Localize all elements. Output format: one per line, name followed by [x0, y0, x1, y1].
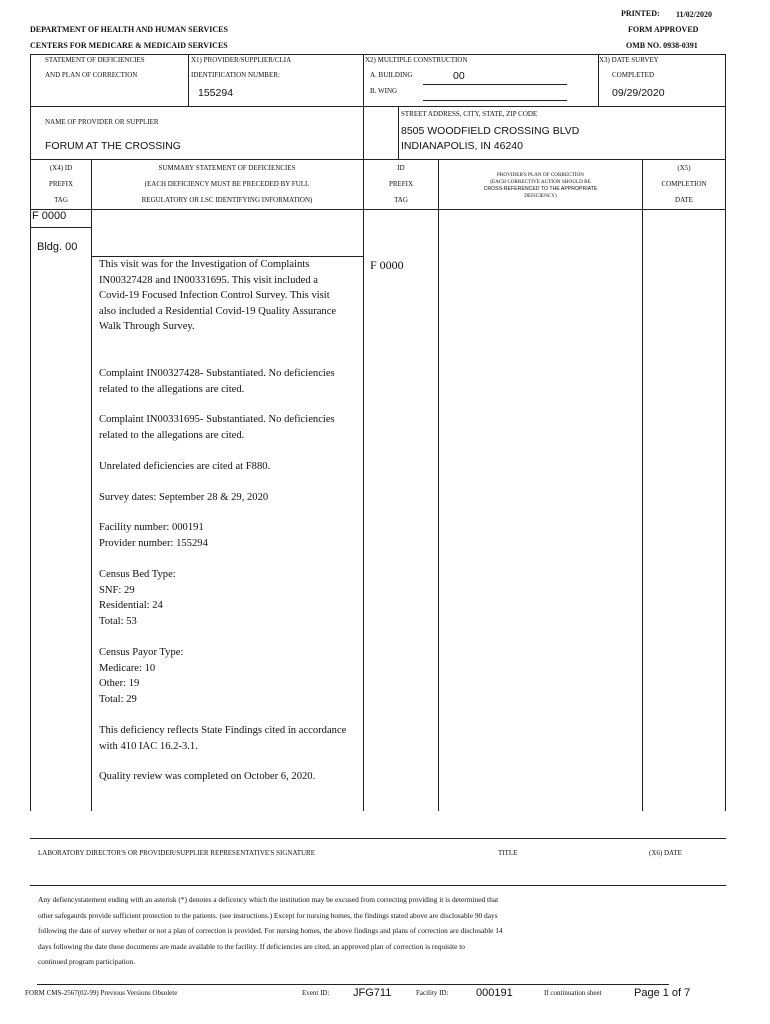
provider-name-label: NAME OF PROVIDER OR SUPPLIER [45, 118, 159, 126]
provider-id-value: 155294 [198, 87, 234, 99]
statement-label-1: STATEMENT OF DEFICIENCIES [45, 56, 145, 64]
tag-right: F 0000 [370, 258, 404, 272]
building-underline [423, 84, 567, 85]
signature-label: LABORATORY DIRECTOR'S OR PROVIDER/SUPPLIER REPRESENTATIVE'S SIGNATURE [38, 849, 316, 857]
summary-paragraph-4: Unrelated deficiencies are cited at F880. [99, 461, 271, 472]
footer-rule [37, 984, 669, 985]
plan-header-1: PROVIDER'S PLAN OF CORRECTION [497, 172, 584, 178]
statement-label-2: AND PLAN OF CORRECTION [45, 71, 138, 79]
x4-header-2: PREFIX [48, 180, 74, 188]
disclaimer-line-1: Any defiencystatement ending with an asterisk (*) denotes a deficency which the institution may be excused from correcting providing it is determined that [38, 895, 499, 904]
x1-label-2: IDENTIFICATION NUMBER: [191, 71, 280, 79]
census-payor-medicare: Medicare: 10 [99, 662, 156, 674]
event-id-value: JFG711 [353, 987, 392, 999]
summary-paragraph-5: Survey dates: September 28 & 29, 2020 [99, 492, 269, 503]
census-bed-type [99, 567, 349, 629]
provider-number-line: Provider number: 155294 [99, 537, 208, 549]
signature-top-line [30, 838, 726, 839]
date-survey-value: 09/29/2020 [612, 87, 665, 99]
disclaimer [38, 892, 618, 970]
x4-header-3: TAG [54, 196, 68, 204]
agency-name: CENTERS FOR MEDICARE & MEDICAID SERVICES [30, 41, 228, 50]
wing-label: B. WING [370, 87, 398, 95]
form-approved: FORM APPROVED [628, 25, 699, 34]
x2-label: X2) MULTIPLE CONSTRUCTION [365, 56, 468, 64]
summary-paragraph-10: Quality review was completed on October 6, 2020. [99, 771, 316, 782]
building-value: 00 [453, 70, 465, 82]
form-number: FORM CMS-2567(02-99) Previous Versions Obsolete [25, 989, 178, 997]
printed-date: 11/02/2020 [676, 10, 713, 19]
address-divider [398, 106, 399, 160]
address-line-1: 8505 WOODFIELD CROSSING BLVD [401, 125, 580, 137]
address-label: STREET ADDRESS, CITY, STATE, ZIP CODE [401, 110, 538, 118]
disclaimer-line-2: other safegaurds provide sufficient protection to the patients. (see instructions.) Except for nursing homes, the findings stated above are disclosable 90 days [38, 910, 498, 920]
summary-paragraph-2: Complaint IN00327428- Substantiated. No deficiencies related to the allegations are cited. [99, 368, 335, 395]
x4-header-1: (X4) ID [49, 164, 73, 172]
right-col-line-upper [725, 106, 726, 210]
summary-header-1: SUMMARY STATEMENT OF DEFICIENCIES [158, 164, 296, 172]
summary-paragraph-1: This visit was for the Investigation of Complaints IN00327428 and IN00331695. This visit included a Covid-19 Focused Infection Control Survey. This visit also included a Residential Covid-19 Quality Assurance Walk Through Survey. [99, 259, 337, 333]
wing-underline [423, 100, 567, 101]
department-name: DEPARTMENT OF HEALTH AND HUMAN SERVICES [30, 25, 228, 34]
id-header-3: TAG [394, 196, 408, 204]
facility-id-value: 000191 [476, 987, 513, 999]
box-row2-bottom [30, 159, 726, 160]
census-payor-total: Total: 29 [99, 693, 137, 705]
x6-date-label: (X6) DATE [649, 849, 682, 857]
census-bed-snf: SNF: 29 [99, 584, 135, 596]
id-header-2: PREFIX [388, 180, 414, 188]
disclaimer-line-5: continued program participation. [38, 957, 136, 967]
col-line-right [725, 209, 726, 811]
omb-number: OMB NO. 0938-0391 [626, 41, 698, 50]
signature-bottom-line [30, 885, 726, 886]
box-right-line [725, 54, 726, 107]
facility-number-line: Facility number: 000191 [99, 522, 204, 533]
page-number: Page 1 of 7 [634, 987, 691, 999]
census-payor-heading: Census Payor Type: [99, 647, 184, 658]
id-header-1: ID [397, 164, 405, 172]
x5-header-2: COMPLETION [661, 180, 707, 188]
census-bed-total: Total: 53 [99, 615, 137, 627]
title-label: TITLE [498, 849, 518, 857]
address-line-2: INDIANAPOLIS, IN 46240 [401, 140, 523, 152]
plan-header-4: DEFICIENCY) [524, 193, 557, 199]
plan-header-2: (EACH CORRECTIVE ACTION SHOULD BE [490, 179, 591, 185]
tag-left-underline [30, 227, 92, 228]
column-header-bottom [30, 209, 726, 210]
summary-paragraph-3: Complaint IN00331695- Substantiated. No deficiencies related to the allegations are cited. [99, 414, 335, 441]
census-bed-residential: Residential: 24 [99, 600, 163, 612]
continuation-label: If continuation sheet [544, 989, 602, 997]
col-line-id [438, 159, 439, 811]
printed-label: PRINTED: [621, 9, 660, 18]
box-divider-1 [188, 54, 189, 107]
disclaimer-line-3: following the date of survey whether or not a plan of correction is provided. For nursing homes, the above findings and plans of correction are disclosable 14 [38, 926, 503, 936]
box-left-line [30, 54, 31, 107]
building-label: A. BUILDING [370, 71, 413, 79]
x5-header-3: DATE [675, 196, 693, 204]
col-line-plan [642, 159, 643, 811]
facility-numbers [99, 520, 349, 551]
tag-left: F 0000 [32, 210, 67, 222]
summary-header-3: REGULATORY OR LSC IDENTIFYING INFORMATION) [141, 196, 313, 204]
disclaimer-line-4: days following the date these documents are made available to the facility. If deficiencies are cited, an approved plan of correction is requisite to [38, 941, 465, 951]
provider-name-value: FORUM AT THE CROSSING [45, 140, 181, 152]
building-tag: Bldg. 00 [37, 241, 78, 253]
x3-label-2: COMPLETED [612, 71, 654, 79]
box-row1-bottom [30, 106, 726, 107]
summary-header-2: (EACH DEFICIENCY MUST BE PRECEDED BY FULL [144, 180, 310, 188]
census-bed-heading: Census Bed Type: [99, 569, 176, 580]
box-top-line [30, 54, 726, 55]
census-payor-type [99, 645, 349, 707]
x1-label-1: X1) PROVIDER/SUPPLIER/CLIA [191, 56, 292, 64]
summary-paragraph-9: This deficiency reflects State Findings cited in accordance with 410 IAC 16.2-3.1. [99, 725, 347, 752]
event-id-label: Event ID: [302, 989, 330, 997]
plan-header-3: CROSS-REFERENCED TO THE APPROPRIATE [483, 186, 598, 192]
left-col-line-upper [30, 106, 31, 210]
facility-id-label: Facility ID: [416, 989, 449, 997]
x5-header-1: (X5) [677, 164, 691, 172]
x3-label-1: X3) DATE SURVEY [599, 56, 659, 64]
col-line-left [30, 209, 31, 811]
census-payor-other: Other: 19 [99, 678, 140, 690]
